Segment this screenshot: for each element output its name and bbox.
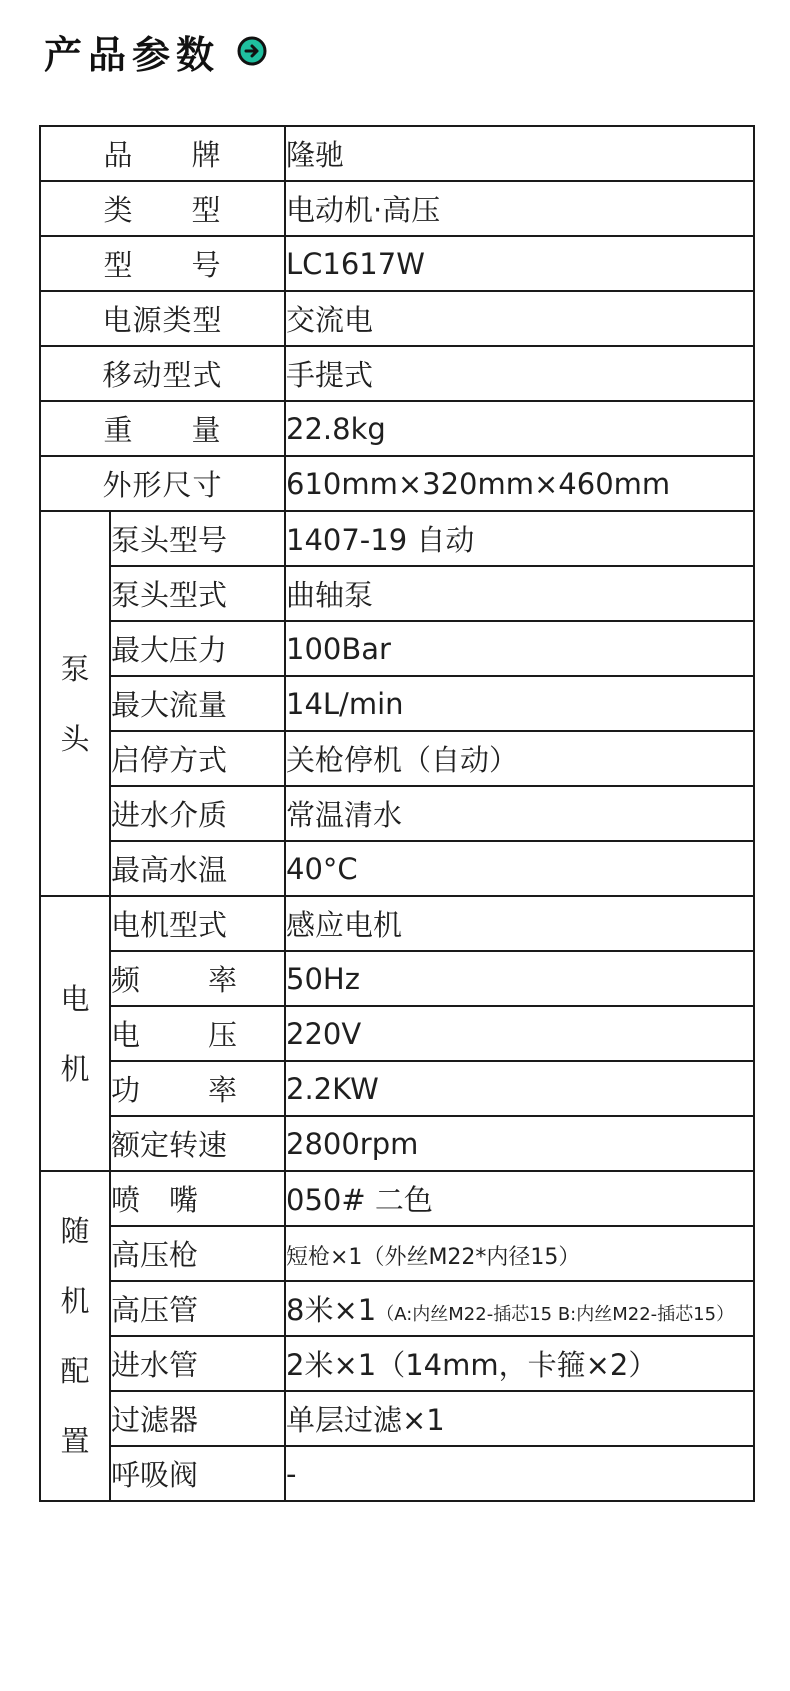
- row-label: 高压管: [110, 1281, 285, 1336]
- table-row: [40, 841, 754, 896]
- row-value: 40°C: [285, 841, 754, 896]
- row-label: 进水管: [110, 1336, 285, 1391]
- row-value: 1407-19 自动: [285, 511, 754, 566]
- row-label: 频 率: [110, 951, 285, 1006]
- table-row: [40, 1171, 754, 1226]
- row-value: 100Bar: [285, 621, 754, 676]
- row-value: 关枪停机（自动）: [285, 731, 754, 786]
- spec-table: [39, 125, 755, 1502]
- row-label: 喷 嘴: [110, 1171, 285, 1226]
- table-row: [40, 126, 754, 181]
- table-row: [40, 676, 754, 731]
- row-value: 50Hz: [285, 951, 754, 1006]
- row-label: 外形尺寸: [40, 456, 285, 511]
- row-value: 交流电: [285, 291, 754, 346]
- page-title: 产品参数: [44, 32, 221, 77]
- table-row: [40, 1226, 754, 1281]
- row-value: 单层过滤×1: [285, 1391, 754, 1446]
- row-label: 电源类型: [40, 291, 285, 346]
- row-value: 2米×1（14mm，卡箍×2）: [285, 1336, 754, 1391]
- row-value: 220V: [285, 1006, 754, 1061]
- table-row: [40, 346, 754, 401]
- row-label: 启停方式: [110, 731, 285, 786]
- table-row: [40, 896, 754, 951]
- table-row: [40, 1061, 754, 1116]
- table-row: [40, 181, 754, 236]
- table-row: [40, 621, 754, 676]
- row-label: 电 压: [110, 1006, 285, 1061]
- row-label: 泵头型号: [110, 511, 285, 566]
- row-value: 610mm×320mm×460mm: [285, 456, 754, 511]
- row-label: 进水介质: [110, 786, 285, 841]
- row-label: 功 率: [110, 1061, 285, 1116]
- arrow-right-circle-icon[interactable]: [236, 35, 268, 67]
- table-row: [40, 401, 754, 456]
- table-row: [40, 456, 754, 511]
- row-label: 最大流量: [110, 676, 285, 731]
- table-row: [40, 731, 754, 786]
- table-row: [40, 1281, 754, 1336]
- row-label: 电机型式: [110, 896, 285, 951]
- row-label: 过滤器: [110, 1391, 285, 1446]
- row-label: 最大压力: [110, 621, 285, 676]
- row-label: 型 号: [40, 236, 285, 291]
- table-row: [40, 236, 754, 291]
- table-row: [40, 566, 754, 621]
- row-label: 重 量: [40, 401, 285, 456]
- table-row: [40, 951, 754, 1006]
- row-value: 2.2KW: [285, 1061, 754, 1116]
- table-row: [40, 1446, 754, 1501]
- row-value: 常温清水: [285, 786, 754, 841]
- row-label: 呼吸阀: [110, 1446, 285, 1501]
- group-label-motor: 电 机: [40, 896, 110, 1171]
- row-value: 14L/min: [285, 676, 754, 731]
- table-row: [40, 786, 754, 841]
- row-label: 泵头型式: [110, 566, 285, 621]
- row-value: LC1617W: [285, 236, 754, 291]
- row-label: 高压枪: [110, 1226, 285, 1281]
- table-row: [40, 1006, 754, 1061]
- row-value: -: [285, 1446, 754, 1501]
- row-value: 电动机·高压: [285, 181, 754, 236]
- row-value: 050# 二色: [285, 1171, 754, 1226]
- row-value: 短枪×1（外丝M22*内径15）: [285, 1226, 754, 1281]
- table-row: [40, 1336, 754, 1391]
- row-value: 感应电机: [285, 896, 754, 951]
- page-header: [44, 26, 268, 76]
- table-row: [40, 291, 754, 346]
- table-row: [40, 511, 754, 566]
- row-label: 最高水温: [110, 841, 285, 896]
- row-label: 额定转速: [110, 1116, 285, 1171]
- table-row: [40, 1391, 754, 1446]
- row-label: 移动型式: [40, 346, 285, 401]
- row-value: 曲轴泵: [285, 566, 754, 621]
- table-row: [40, 1116, 754, 1171]
- row-value: 22.8kg: [285, 401, 754, 456]
- row-label: 类 型: [40, 181, 285, 236]
- row-value: 隆驰: [285, 126, 754, 181]
- group-label-accessories: 随 机 配 置: [40, 1171, 110, 1501]
- row-value: 手提式: [285, 346, 754, 401]
- row-value: 2800rpm: [285, 1116, 754, 1171]
- group-label-pump: 泵 头: [40, 511, 110, 896]
- row-label: 品 牌: [40, 126, 285, 181]
- row-value: 8米×1（A:内丝M22-插芯15 B:内丝M22-插芯15）: [285, 1281, 754, 1336]
